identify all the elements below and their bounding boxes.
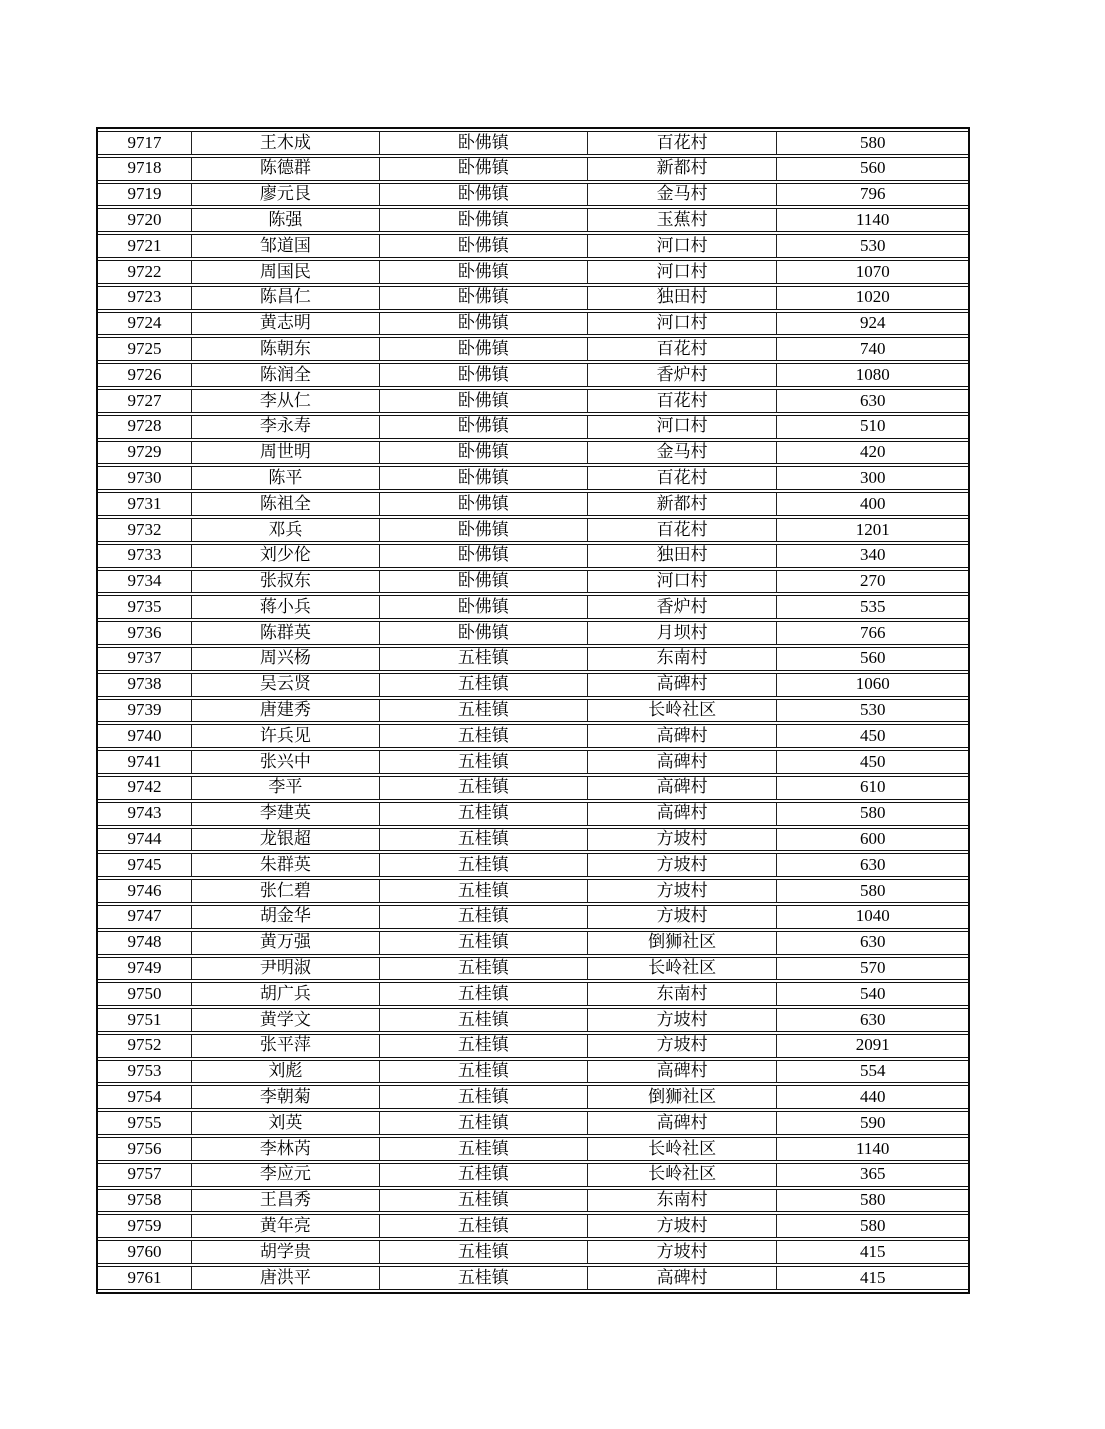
village-cell: 东南村 bbox=[588, 1189, 778, 1213]
amount-cell: 1020 bbox=[777, 286, 968, 310]
amount-cell: 1140 bbox=[777, 208, 968, 232]
town-cell: 卧佛镇 bbox=[380, 286, 588, 310]
town-cell: 卧佛镇 bbox=[380, 466, 588, 490]
town-cell: 五桂镇 bbox=[380, 1240, 588, 1264]
village-cell: 金马村 bbox=[588, 441, 778, 465]
town-cell: 五桂镇 bbox=[380, 982, 588, 1006]
town-cell: 五桂镇 bbox=[380, 724, 588, 748]
village-cell: 高碑村 bbox=[588, 750, 778, 774]
name-cell: 李朝菊 bbox=[192, 1085, 380, 1109]
table-row bbox=[98, 260, 968, 284]
village-cell: 高碑村 bbox=[588, 673, 778, 697]
table-body bbox=[98, 131, 968, 1290]
village-cell: 长岭社区 bbox=[588, 1137, 778, 1161]
row-id-cell: 9724 bbox=[98, 312, 192, 336]
amount-cell: 365 bbox=[777, 1163, 968, 1187]
town-cell: 五桂镇 bbox=[380, 1214, 588, 1238]
table-row bbox=[98, 337, 968, 361]
row-id-cell: 9733 bbox=[98, 544, 192, 568]
name-cell: 刘彪 bbox=[192, 1060, 380, 1084]
village-cell: 百花村 bbox=[588, 389, 778, 413]
name-cell: 周国民 bbox=[192, 260, 380, 284]
name-cell: 黄年亮 bbox=[192, 1214, 380, 1238]
table-row bbox=[98, 570, 968, 594]
village-cell: 高碑村 bbox=[588, 724, 778, 748]
town-cell: 卧佛镇 bbox=[380, 208, 588, 232]
town-cell: 五桂镇 bbox=[380, 905, 588, 929]
village-cell: 河口村 bbox=[588, 415, 778, 439]
name-cell: 张平萍 bbox=[192, 1034, 380, 1058]
village-cell: 方坡村 bbox=[588, 1034, 778, 1058]
row-id-cell: 9735 bbox=[98, 595, 192, 619]
village-cell: 新都村 bbox=[588, 157, 778, 181]
table-row bbox=[98, 492, 968, 516]
amount-cell: 1140 bbox=[777, 1137, 968, 1161]
row-id-cell: 9747 bbox=[98, 905, 192, 929]
amount-cell: 600 bbox=[777, 828, 968, 852]
town-cell: 卧佛镇 bbox=[380, 621, 588, 645]
village-cell: 月坝村 bbox=[588, 621, 778, 645]
amount-cell: 570 bbox=[777, 957, 968, 981]
name-cell: 陈润全 bbox=[192, 363, 380, 387]
town-cell: 卧佛镇 bbox=[380, 544, 588, 568]
amount-cell: 300 bbox=[777, 466, 968, 490]
village-cell: 金马村 bbox=[588, 183, 778, 207]
row-id-cell: 9761 bbox=[98, 1266, 192, 1290]
name-cell: 吴云贤 bbox=[192, 673, 380, 697]
table-row bbox=[98, 415, 968, 439]
table-row bbox=[98, 1111, 968, 1135]
amount-cell: 530 bbox=[777, 699, 968, 723]
table-row bbox=[98, 157, 968, 181]
table-row bbox=[98, 931, 968, 955]
name-cell: 尹明淑 bbox=[192, 957, 380, 981]
row-id-cell: 9730 bbox=[98, 466, 192, 490]
name-cell: 李从仁 bbox=[192, 389, 380, 413]
name-cell: 陈德群 bbox=[192, 157, 380, 181]
town-cell: 卧佛镇 bbox=[380, 595, 588, 619]
amount-cell: 1070 bbox=[777, 260, 968, 284]
table-row bbox=[98, 389, 968, 413]
table-row bbox=[98, 286, 968, 310]
row-id-cell: 9760 bbox=[98, 1240, 192, 1264]
name-cell: 陈朝东 bbox=[192, 337, 380, 361]
village-cell: 高碑村 bbox=[588, 1060, 778, 1084]
row-id-cell: 9738 bbox=[98, 673, 192, 697]
village-cell: 河口村 bbox=[588, 570, 778, 594]
row-id-cell: 9749 bbox=[98, 957, 192, 981]
row-id-cell: 9737 bbox=[98, 647, 192, 671]
amount-cell: 766 bbox=[777, 621, 968, 645]
name-cell: 陈平 bbox=[192, 466, 380, 490]
amount-cell: 510 bbox=[777, 415, 968, 439]
town-cell: 五桂镇 bbox=[380, 776, 588, 800]
row-id-cell: 9742 bbox=[98, 776, 192, 800]
town-cell: 五桂镇 bbox=[380, 1163, 588, 1187]
amount-cell: 440 bbox=[777, 1085, 968, 1109]
row-id-cell: 9729 bbox=[98, 441, 192, 465]
amount-cell: 630 bbox=[777, 853, 968, 877]
name-cell: 张叔东 bbox=[192, 570, 380, 594]
village-cell: 百花村 bbox=[588, 131, 778, 155]
table-row bbox=[98, 1085, 968, 1109]
village-cell: 方坡村 bbox=[588, 1008, 778, 1032]
town-cell: 卧佛镇 bbox=[380, 234, 588, 258]
name-cell: 李应元 bbox=[192, 1163, 380, 1187]
name-cell: 龙银超 bbox=[192, 828, 380, 852]
town-cell: 五桂镇 bbox=[380, 1137, 588, 1161]
row-id-cell: 9736 bbox=[98, 621, 192, 645]
town-cell: 卧佛镇 bbox=[380, 157, 588, 181]
name-cell: 朱群英 bbox=[192, 853, 380, 877]
row-id-cell: 9741 bbox=[98, 750, 192, 774]
table-row bbox=[98, 518, 968, 542]
name-cell: 蒋小兵 bbox=[192, 595, 380, 619]
table-row bbox=[98, 724, 968, 748]
village-cell: 独田村 bbox=[588, 286, 778, 310]
name-cell: 胡广兵 bbox=[192, 982, 380, 1006]
table-row bbox=[98, 905, 968, 929]
table-row bbox=[98, 982, 968, 1006]
row-id-cell: 9723 bbox=[98, 286, 192, 310]
amount-cell: 580 bbox=[777, 1189, 968, 1213]
amount-cell: 560 bbox=[777, 157, 968, 181]
town-cell: 五桂镇 bbox=[380, 673, 588, 697]
town-cell: 五桂镇 bbox=[380, 647, 588, 671]
town-cell: 五桂镇 bbox=[380, 879, 588, 903]
name-cell: 王木成 bbox=[192, 131, 380, 155]
village-cell: 倒狮社区 bbox=[588, 931, 778, 955]
town-cell: 卧佛镇 bbox=[380, 415, 588, 439]
village-cell: 方坡村 bbox=[588, 1240, 778, 1264]
table-row bbox=[98, 1163, 968, 1187]
name-cell: 李永寿 bbox=[192, 415, 380, 439]
name-cell: 唐洪平 bbox=[192, 1266, 380, 1290]
name-cell: 李建英 bbox=[192, 802, 380, 826]
table-row bbox=[98, 466, 968, 490]
town-cell: 五桂镇 bbox=[380, 699, 588, 723]
table-row bbox=[98, 312, 968, 336]
town-cell: 卧佛镇 bbox=[380, 337, 588, 361]
table-row bbox=[98, 544, 968, 568]
village-cell: 长岭社区 bbox=[588, 1163, 778, 1187]
row-id-cell: 9728 bbox=[98, 415, 192, 439]
village-cell: 河口村 bbox=[588, 260, 778, 284]
table-row bbox=[98, 1240, 968, 1264]
amount-cell: 560 bbox=[777, 647, 968, 671]
town-cell: 五桂镇 bbox=[380, 853, 588, 877]
amount-cell: 580 bbox=[777, 802, 968, 826]
village-cell: 东南村 bbox=[588, 982, 778, 1006]
amount-cell: 796 bbox=[777, 183, 968, 207]
name-cell: 胡学贵 bbox=[192, 1240, 380, 1264]
table-row bbox=[98, 131, 968, 155]
table-row bbox=[98, 776, 968, 800]
table-row bbox=[98, 750, 968, 774]
town-cell: 卧佛镇 bbox=[380, 131, 588, 155]
name-cell: 邓兵 bbox=[192, 518, 380, 542]
amount-cell: 630 bbox=[777, 1008, 968, 1032]
row-id-cell: 9720 bbox=[98, 208, 192, 232]
village-cell: 倒狮社区 bbox=[588, 1085, 778, 1109]
row-id-cell: 9722 bbox=[98, 260, 192, 284]
row-id-cell: 9740 bbox=[98, 724, 192, 748]
table-row bbox=[98, 208, 968, 232]
name-cell: 张兴中 bbox=[192, 750, 380, 774]
amount-cell: 1060 bbox=[777, 673, 968, 697]
village-cell: 香炉村 bbox=[588, 363, 778, 387]
row-id-cell: 9759 bbox=[98, 1214, 192, 1238]
table-row bbox=[98, 802, 968, 826]
town-cell: 卧佛镇 bbox=[380, 518, 588, 542]
amount-cell: 740 bbox=[777, 337, 968, 361]
row-id-cell: 9721 bbox=[98, 234, 192, 258]
village-cell: 方坡村 bbox=[588, 879, 778, 903]
amount-cell: 450 bbox=[777, 750, 968, 774]
table-row bbox=[98, 1266, 968, 1290]
table-row bbox=[98, 1214, 968, 1238]
village-cell: 高碑村 bbox=[588, 1266, 778, 1290]
village-cell: 方坡村 bbox=[588, 853, 778, 877]
village-cell: 独田村 bbox=[588, 544, 778, 568]
name-cell: 陈祖全 bbox=[192, 492, 380, 516]
amount-cell: 270 bbox=[777, 570, 968, 594]
row-id-cell: 9756 bbox=[98, 1137, 192, 1161]
name-cell: 胡金华 bbox=[192, 905, 380, 929]
row-id-cell: 9726 bbox=[98, 363, 192, 387]
town-cell: 五桂镇 bbox=[380, 828, 588, 852]
amount-cell: 400 bbox=[777, 492, 968, 516]
amount-cell: 340 bbox=[777, 544, 968, 568]
table-row bbox=[98, 647, 968, 671]
amount-cell: 1080 bbox=[777, 363, 968, 387]
amount-cell: 540 bbox=[777, 982, 968, 1006]
row-id-cell: 9744 bbox=[98, 828, 192, 852]
village-cell: 百花村 bbox=[588, 518, 778, 542]
town-cell: 五桂镇 bbox=[380, 1034, 588, 1058]
table-row bbox=[98, 183, 968, 207]
name-cell: 邹道国 bbox=[192, 234, 380, 258]
name-cell: 唐建秀 bbox=[192, 699, 380, 723]
village-cell: 河口村 bbox=[588, 312, 778, 336]
table-row bbox=[98, 1008, 968, 1032]
amount-cell: 420 bbox=[777, 441, 968, 465]
row-id-cell: 9754 bbox=[98, 1085, 192, 1109]
village-cell: 香炉村 bbox=[588, 595, 778, 619]
row-id-cell: 9725 bbox=[98, 337, 192, 361]
town-cell: 卧佛镇 bbox=[380, 441, 588, 465]
town-cell: 五桂镇 bbox=[380, 931, 588, 955]
table-row bbox=[98, 1189, 968, 1213]
town-cell: 卧佛镇 bbox=[380, 570, 588, 594]
row-id-cell: 9746 bbox=[98, 879, 192, 903]
row-id-cell: 9753 bbox=[98, 1060, 192, 1084]
row-id-cell: 9734 bbox=[98, 570, 192, 594]
village-cell: 高碑村 bbox=[588, 1111, 778, 1135]
amount-cell: 2091 bbox=[777, 1034, 968, 1058]
amount-cell: 630 bbox=[777, 389, 968, 413]
town-cell: 五桂镇 bbox=[380, 1189, 588, 1213]
table-row bbox=[98, 1034, 968, 1058]
village-cell: 长岭社区 bbox=[588, 699, 778, 723]
amount-cell: 580 bbox=[777, 131, 968, 155]
amount-cell: 630 bbox=[777, 931, 968, 955]
name-cell: 周兴杨 bbox=[192, 647, 380, 671]
name-cell: 李平 bbox=[192, 776, 380, 800]
row-id-cell: 9745 bbox=[98, 853, 192, 877]
amount-cell: 590 bbox=[777, 1111, 968, 1135]
amount-cell: 415 bbox=[777, 1266, 968, 1290]
amount-cell: 554 bbox=[777, 1060, 968, 1084]
row-id-cell: 9739 bbox=[98, 699, 192, 723]
village-cell: 百花村 bbox=[588, 466, 778, 490]
table-row bbox=[98, 879, 968, 903]
village-cell: 河口村 bbox=[588, 234, 778, 258]
table-row bbox=[98, 234, 968, 258]
table-row bbox=[98, 828, 968, 852]
row-id-cell: 9743 bbox=[98, 802, 192, 826]
village-cell: 玉蕉村 bbox=[588, 208, 778, 232]
name-cell: 黄万强 bbox=[192, 931, 380, 955]
row-id-cell: 9758 bbox=[98, 1189, 192, 1213]
amount-cell: 530 bbox=[777, 234, 968, 258]
table-row bbox=[98, 441, 968, 465]
row-id-cell: 9757 bbox=[98, 1163, 192, 1187]
table-row bbox=[98, 1060, 968, 1084]
name-cell: 廖元艮 bbox=[192, 183, 380, 207]
beneficiary-table bbox=[96, 127, 970, 1294]
table-row bbox=[98, 699, 968, 723]
table-row bbox=[98, 853, 968, 877]
village-cell: 方坡村 bbox=[588, 828, 778, 852]
village-cell: 东南村 bbox=[588, 647, 778, 671]
row-id-cell: 9755 bbox=[98, 1111, 192, 1135]
town-cell: 五桂镇 bbox=[380, 957, 588, 981]
table-row bbox=[98, 1137, 968, 1161]
town-cell: 五桂镇 bbox=[380, 1085, 588, 1109]
row-id-cell: 9731 bbox=[98, 492, 192, 516]
table-row bbox=[98, 363, 968, 387]
town-cell: 五桂镇 bbox=[380, 802, 588, 826]
town-cell: 卧佛镇 bbox=[380, 183, 588, 207]
village-cell: 新都村 bbox=[588, 492, 778, 516]
town-cell: 卧佛镇 bbox=[380, 260, 588, 284]
town-cell: 卧佛镇 bbox=[380, 363, 588, 387]
table-row bbox=[98, 957, 968, 981]
village-cell: 长岭社区 bbox=[588, 957, 778, 981]
village-cell: 高碑村 bbox=[588, 802, 778, 826]
village-cell: 方坡村 bbox=[588, 905, 778, 929]
row-id-cell: 9718 bbox=[98, 157, 192, 181]
row-id-cell: 9717 bbox=[98, 131, 192, 155]
village-cell: 高碑村 bbox=[588, 776, 778, 800]
amount-cell: 580 bbox=[777, 1214, 968, 1238]
town-cell: 五桂镇 bbox=[380, 1060, 588, 1084]
village-cell: 方坡村 bbox=[588, 1214, 778, 1238]
town-cell: 五桂镇 bbox=[380, 1008, 588, 1032]
village-cell: 百花村 bbox=[588, 337, 778, 361]
name-cell: 陈昌仁 bbox=[192, 286, 380, 310]
table-row bbox=[98, 595, 968, 619]
row-id-cell: 9752 bbox=[98, 1034, 192, 1058]
town-cell: 五桂镇 bbox=[380, 1266, 588, 1290]
amount-cell: 610 bbox=[777, 776, 968, 800]
row-id-cell: 9750 bbox=[98, 982, 192, 1006]
name-cell: 黄志明 bbox=[192, 312, 380, 336]
row-id-cell: 9732 bbox=[98, 518, 192, 542]
amount-cell: 535 bbox=[777, 595, 968, 619]
row-id-cell: 9727 bbox=[98, 389, 192, 413]
town-cell: 卧佛镇 bbox=[380, 389, 588, 413]
name-cell: 李林芮 bbox=[192, 1137, 380, 1161]
beneficiary-table-container bbox=[96, 127, 970, 1294]
town-cell: 五桂镇 bbox=[380, 750, 588, 774]
row-id-cell: 9719 bbox=[98, 183, 192, 207]
amount-cell: 1040 bbox=[777, 905, 968, 929]
name-cell: 刘少伦 bbox=[192, 544, 380, 568]
name-cell: 刘英 bbox=[192, 1111, 380, 1135]
name-cell: 周世明 bbox=[192, 441, 380, 465]
amount-cell: 1201 bbox=[777, 518, 968, 542]
amount-cell: 924 bbox=[777, 312, 968, 336]
amount-cell: 450 bbox=[777, 724, 968, 748]
name-cell: 陈群英 bbox=[192, 621, 380, 645]
row-id-cell: 9748 bbox=[98, 931, 192, 955]
name-cell: 张仁碧 bbox=[192, 879, 380, 903]
name-cell: 王昌秀 bbox=[192, 1189, 380, 1213]
town-cell: 卧佛镇 bbox=[380, 492, 588, 516]
amount-cell: 580 bbox=[777, 879, 968, 903]
row-id-cell: 9751 bbox=[98, 1008, 192, 1032]
table-row bbox=[98, 621, 968, 645]
amount-cell: 415 bbox=[777, 1240, 968, 1264]
name-cell: 陈强 bbox=[192, 208, 380, 232]
town-cell: 卧佛镇 bbox=[380, 312, 588, 336]
name-cell: 许兵见 bbox=[192, 724, 380, 748]
town-cell: 五桂镇 bbox=[380, 1111, 588, 1135]
table-row bbox=[98, 673, 968, 697]
name-cell: 黄学文 bbox=[192, 1008, 380, 1032]
